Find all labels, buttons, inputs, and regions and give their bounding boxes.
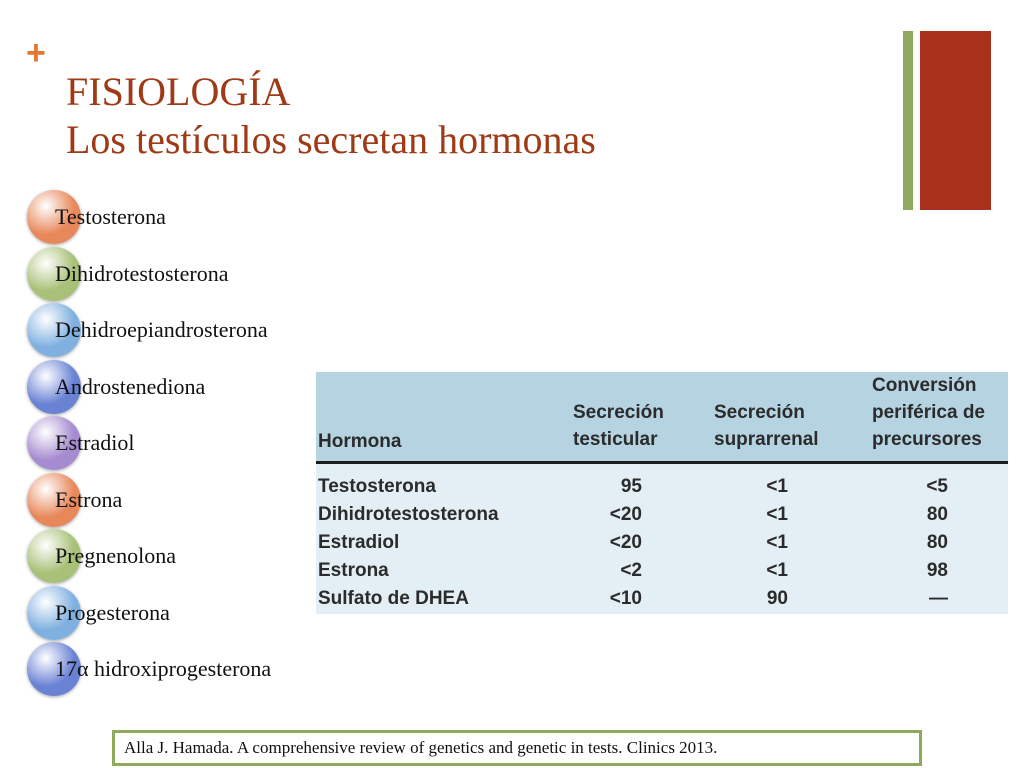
hormone-table (316, 372, 1008, 614)
header-line: Secreción (573, 402, 664, 423)
list-item (27, 303, 367, 360)
decorative-red-bar (920, 31, 991, 210)
cell-suprarrenal: <1 (766, 560, 788, 581)
header-hormona: Hormona (318, 431, 402, 452)
list-item (27, 247, 367, 304)
hormone-label: Testosterona (55, 204, 166, 229)
header-line: suprarrenal (714, 429, 819, 450)
header-line: Secreción (714, 402, 805, 423)
cell-testicular: <2 (620, 560, 642, 581)
citation-box: Alla J. Hamada. A comprehensive review of genetics and genetic in tests. Clinics 2013. (112, 730, 922, 766)
cell-hormona: Sulfato de DHEA (318, 588, 469, 609)
decorative-green-bar (903, 31, 913, 210)
cell-suprarrenal: <1 (766, 532, 788, 553)
header-line: Conversión (872, 375, 977, 396)
list-item (27, 642, 367, 699)
cell-hormona: Testosterona (318, 476, 436, 497)
hormone-label: Androstenediona (55, 373, 206, 399)
header-line: testicular (573, 429, 658, 450)
cell-hormona: Estradiol (318, 532, 400, 553)
cell-testicular: 95 (620, 476, 642, 497)
list-item (27, 190, 367, 247)
hormone-label: Progesterona (55, 599, 170, 625)
hormone-label: Estradiol (55, 430, 135, 455)
cell-suprarrenal: <1 (766, 476, 788, 497)
table-row (316, 585, 1008, 613)
table-header (316, 372, 1008, 464)
cell-hormona: Dihidrotestosterona (318, 504, 499, 525)
cell-conversion: 80 (926, 532, 948, 553)
header-conversion-periferica (872, 372, 985, 453)
header-line: periférica de (872, 402, 985, 423)
plus-icon: + (26, 34, 46, 72)
table-row (316, 529, 1008, 557)
cell-hormona: Estrona (318, 560, 389, 581)
hormone-label: 17α hidroxiprogesterona (55, 656, 272, 681)
cell-testicular: <10 (609, 588, 642, 609)
header-secrecion-suprarrenal (714, 399, 819, 453)
cell-testicular: <20 (609, 532, 642, 553)
title-line-2: Los testículos secretan hormonas (66, 117, 596, 162)
hormone-label: Estrona (55, 486, 123, 512)
cell-conversion: 98 (926, 560, 948, 581)
table-row (316, 557, 1008, 585)
cell-testicular: <20 (609, 504, 642, 525)
cell-suprarrenal: <1 (766, 504, 788, 525)
table-row (316, 501, 1008, 529)
header-secrecion-testicular (573, 399, 664, 453)
hormone-label: Dehidroepiandrosterona (55, 317, 268, 342)
hormone-label: Pregnenolona (55, 543, 176, 568)
cell-conversion: 80 (926, 504, 948, 525)
cell-conversion: <5 (926, 476, 948, 497)
cell-suprarrenal: 90 (766, 588, 788, 609)
header-line: precursores (872, 429, 982, 450)
slide-title (66, 68, 596, 164)
title-line-1: FISIOLOGÍA (66, 69, 291, 114)
cell-conversion: — (929, 588, 948, 609)
hormone-label: Dihidrotestosterona (55, 260, 229, 286)
table-row (316, 473, 1008, 501)
